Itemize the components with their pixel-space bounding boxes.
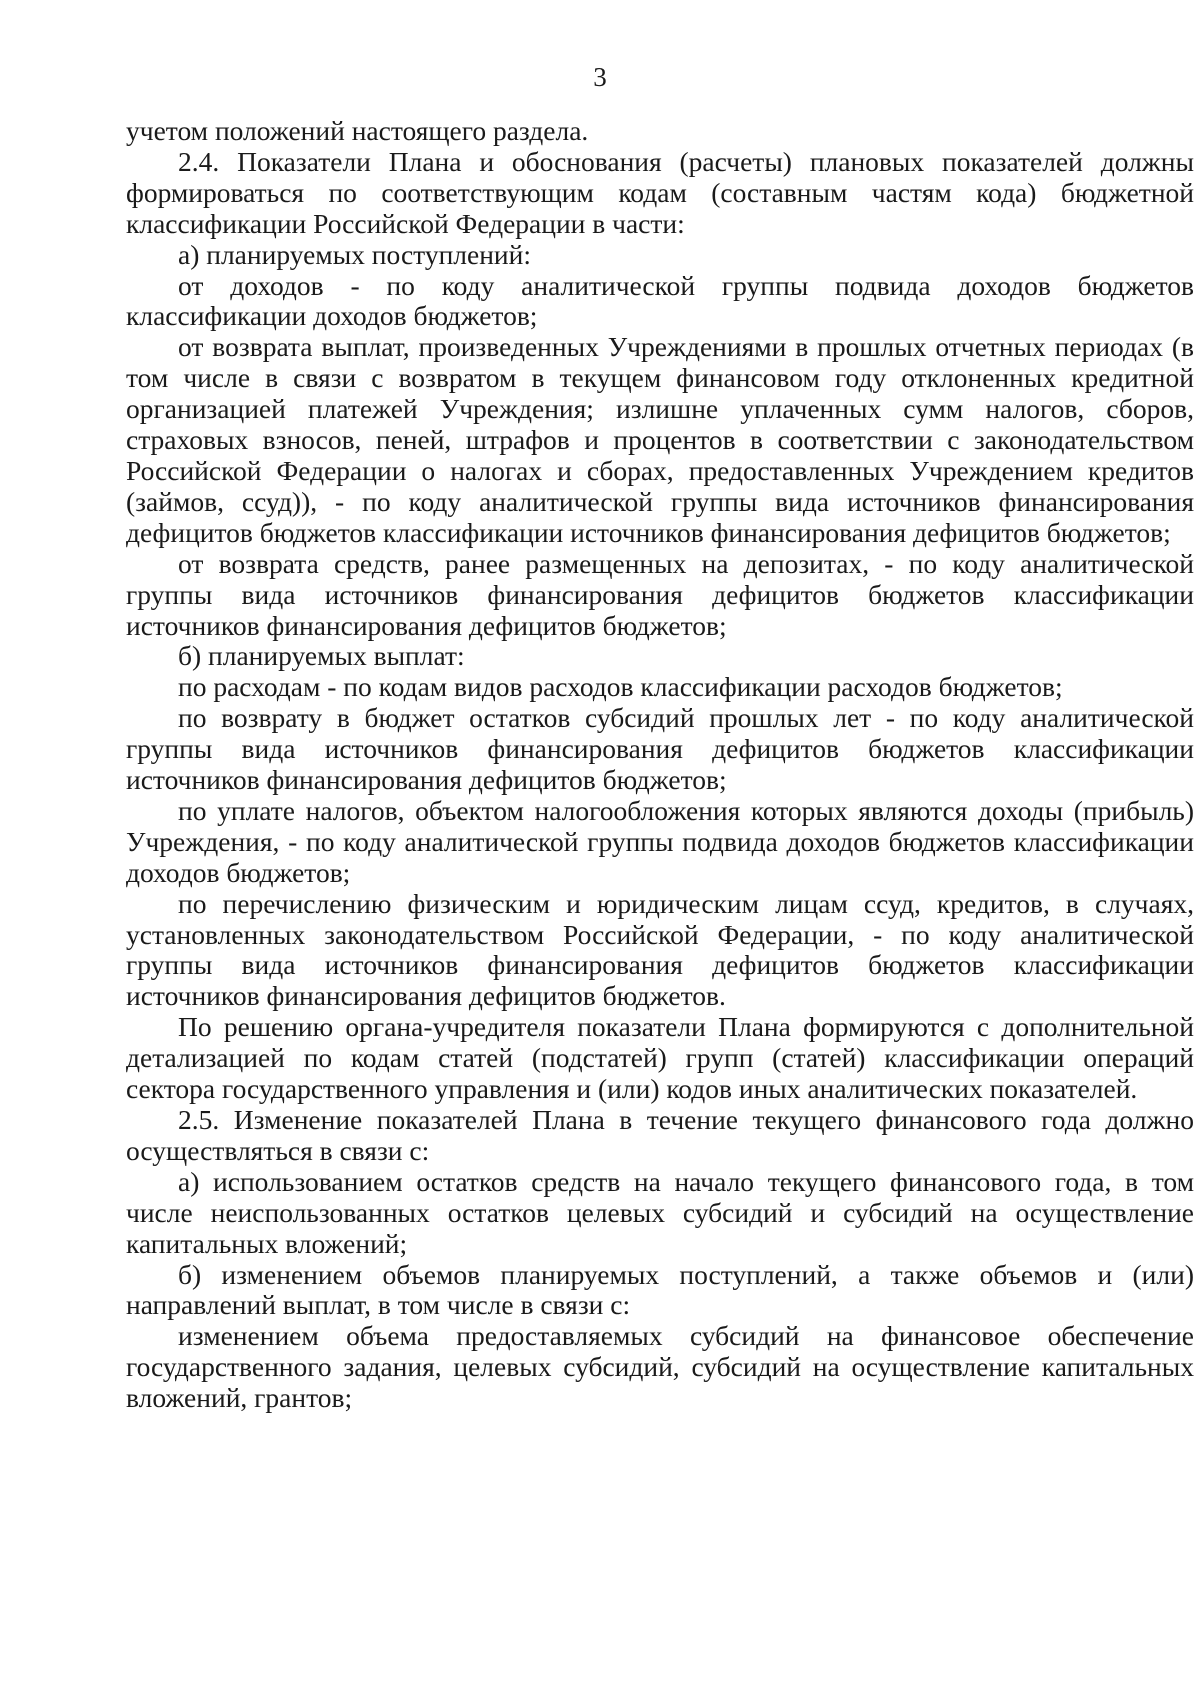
document-body xyxy=(126,116,1194,1414)
paragraph: изменением объема предоставляемых субсидий на финансовое обеспечение государственного задания, целевых субсидий, субсидий на осуществление капитальных вложений, грантов; xyxy=(126,1320,1194,1414)
paragraph: по расходам - по кодам видов расходов классификации расходов бюджетов; xyxy=(178,671,1063,703)
paragraph: от доходов - по коду аналитической группы подвида доходов бюджетов классификации доходов бюджетов; xyxy=(126,269,1194,332)
paragraph: по перечислению физическим и юридическим лицам ссуд, кредитов, в случаях, установленных законодательством Российской Федерации, - по коду аналитической группы вида источников финансирования дефицитов бюджетов классификации источников финансирования дефицитов бюджетов. xyxy=(126,887,1194,1012)
paragraph: по уплате налогов, объектом налогообложения которых являются доходы (прибыль) Учреждения, - по коду аналитической группы подвида доходов бюджетов классификации доходов бюджетов; xyxy=(126,794,1194,888)
paragraph: от возврата средств, ранее размещенных на депозитах, - по коду аналитической группы вида источников финансирования дефицитов бюджетов классификации источников финансирования дефицитов бюджетов; xyxy=(126,547,1194,641)
paragraph: По решению органа-учредителя показатели Плана формируются с дополнительной детализацией по кодам статей (подстатей) групп (статей) классификации операций сектора государственного управления и (или) кодов иных аналитических показателей. xyxy=(126,1011,1194,1105)
paragraph: 2.5. Изменение показателей Плана в течение текущего финансового года должно осуществляться в связи с: xyxy=(126,1104,1194,1166)
paragraph: от возврата выплат, произведенных Учреждениями в прошлых отчетных периодах (в том числе в связи с возвратом в текущем финансовом году отклоненных кредитной организацией платежей Учреждения; излишне уплаченных сумм налогов, сборов, страховых взносов, пеней, штрафов и процентов в соответствии с законодательством Российской Федерации о налогах и сборах, предоставленных Учреждением кредитов (займов, ссуд)), - по коду аналитической группы вида источников финансирования дефицитов бюджетов классификации источников финансирования дефицитов бюджетов; xyxy=(126,331,1194,548)
paragraph: 2.4. Показатели Плана и обоснования (расчеты) плановых показателей должны формироваться по соответствующим кодам (составным частям кода) бюджетной классификации Российской Федерации в части: xyxy=(126,145,1194,239)
paragraph: а) использованием остатков средств на начало текущего финансового года, в том числе неиспользованных остатков целевых субсидий и субсидий на осуществление капитальных вложений; xyxy=(126,1165,1194,1259)
paragraph: б) изменением объемов планируемых поступлений, а также объемов и (или) направлений выплат, в том числе в связи с: xyxy=(126,1258,1194,1321)
paragraph: б) планируемых выплат: xyxy=(178,640,465,672)
paragraph: по возврату в бюджет остатков субсидий прошлых лет - по коду аналитической группы вида источников финансирования дефицитов бюджетов классификации источников финансирования дефицитов бюджетов; xyxy=(126,702,1194,796)
paragraph: а) планируемых поступлений: xyxy=(178,238,532,270)
paragraph: учетом положений настоящего раздела. xyxy=(126,115,589,146)
page-number: 3 xyxy=(593,62,607,92)
